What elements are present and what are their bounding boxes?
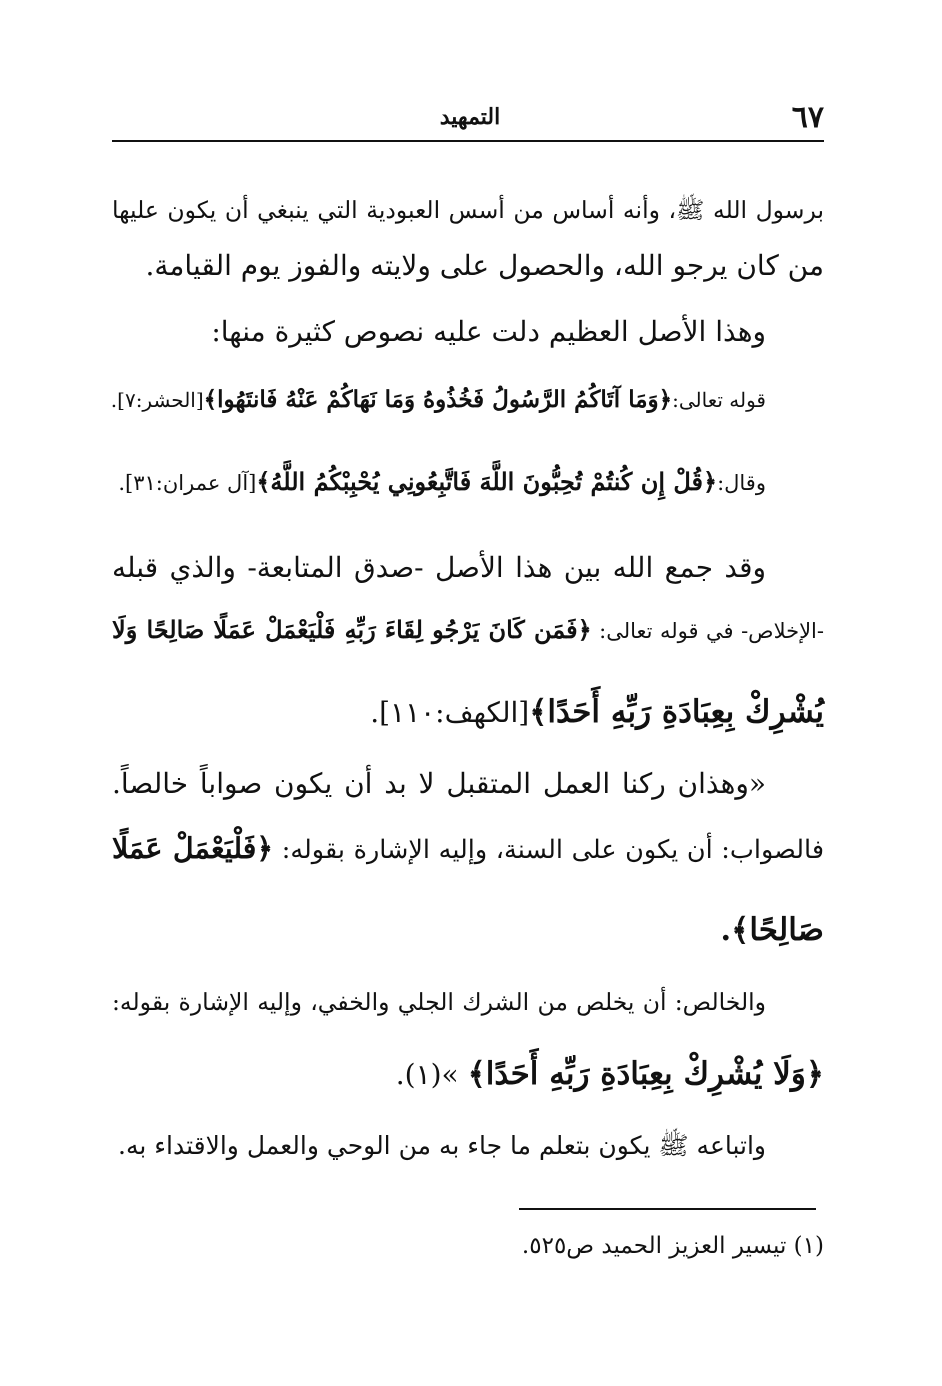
- text-run: -الإخلاص- في قوله تعالى:: [599, 619, 824, 643]
- text-line: [112, 692, 824, 733]
- header-rule: [112, 140, 824, 142]
- verse-reference: [الحشر:٧].: [110, 388, 204, 412]
- quran-verse: ﴿وَمَا آتَاكُمُ الرَّسُولُ فَخُذُوهُ وَمَا نَهَاكُمْ عَنْهُ فَانتَهُوا﴾: [203, 386, 673, 413]
- text-line: «وهذان ركنا العمل المتقبل لا بد أن يكون صواباً خالصاً.: [112, 767, 766, 800]
- quran-verse: ﴿فَلْيَعْمَلْ عَمَلًا: [112, 831, 274, 865]
- page-number: ٦٧: [791, 100, 824, 135]
- verse-reference: [الكهف:١١٠].: [370, 696, 530, 729]
- verse-reference: [آل عمران:٣١].: [118, 471, 257, 495]
- text-line: [112, 1054, 824, 1095]
- text-line: [112, 462, 824, 503]
- footnote-marker: »(١).: [395, 1058, 459, 1091]
- text-run: فالصواب: أن يكون على السنة، وإليه الإشارة بقوله:: [281, 835, 825, 865]
- text-line: من كان يرجو الله، والحصول على ولايته والفوز يوم القيامة.: [145, 249, 824, 282]
- text-line: [112, 610, 824, 651]
- text-line: واتباعه ﷺ يكون بتعلم ما جاء به من الوحي والعمل والاقتداء به.: [118, 1131, 766, 1160]
- text-line: والخالص: أن يخلص من الشرك الجلي والخفي، وإليه الإشارة بقوله:: [112, 988, 766, 1016]
- quran-verse: يُشْرِكْ بِعِبَادَةِ رَبِّهِ أَحَدًا﴾: [529, 694, 824, 730]
- text-line: [112, 380, 824, 420]
- footnote: (١) تيسير العزيز الحميد ص٥٢٥.: [521, 1233, 824, 1259]
- footnote-rule: [519, 1208, 816, 1210]
- text-line: [112, 828, 824, 870]
- text-line: وقد جمع الله بين هذا الأصل -صدق المتابعة- والذي قبله: [112, 551, 766, 584]
- text-line: [112, 910, 824, 951]
- quran-verse: ﴿قُلْ إِن كُنتُمْ تُحِبُّونَ اللَّهَ فَاتَّبِعُونِي يُحْبِبْكُمُ اللَّهُ﴾: [256, 467, 718, 496]
- running-title: التمهيد: [439, 104, 501, 130]
- text-line: برسول الله ﷺ، وأنه أساس من أسس العبودية التي ينبغي أن يكون عليها: [112, 196, 824, 224]
- text-run: قوله تعالى:: [672, 388, 766, 412]
- text-line: وهذا الأصل العظيم دلت عليه نصوص كثيرة منها:: [211, 315, 766, 348]
- text-run: وقال:: [717, 471, 766, 495]
- quran-verse: صَالِحًا﴾.: [720, 912, 824, 948]
- quran-verse: ﴿فَمَن كَانَ يَرْجُو لِقَاءَ رَبِّهِ فَلْيَعْمَلْ عَمَلًا صَالِحًا وَلَا: [112, 615, 592, 644]
- quran-verse: ﴿وَلَا يُشْرِكْ بِعِبَادَةِ رَبِّهِ أَحَدًا﴾: [467, 1056, 824, 1092]
